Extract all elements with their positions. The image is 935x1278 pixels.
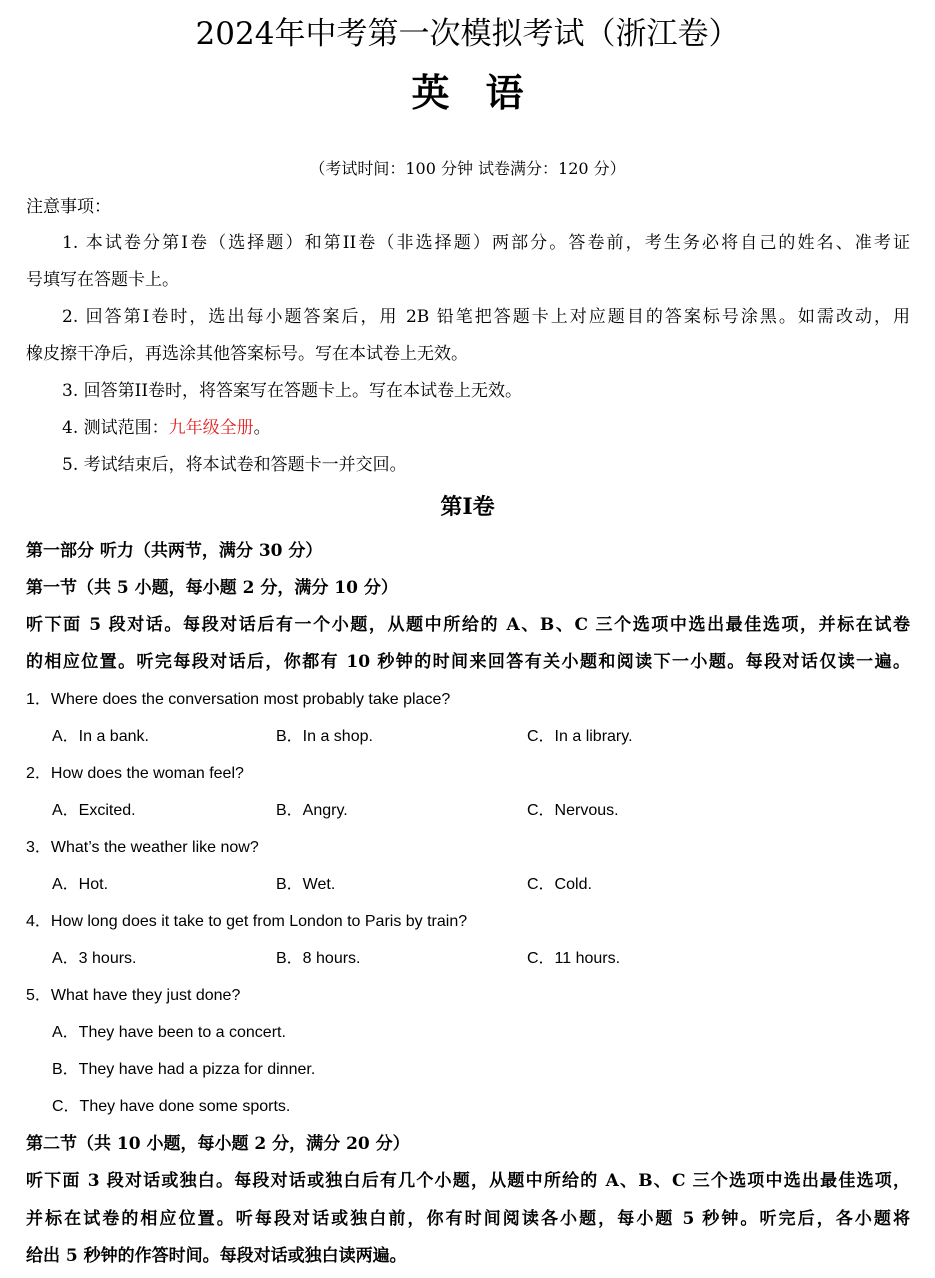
notes-heading: 注意事项： xyxy=(26,197,111,217)
question-3-option-a: A．Hot. xyxy=(52,876,109,893)
section2-instructions-line-3: 给出 5 秒钟的作答时间。每段对话或独白读两遍。 xyxy=(26,1246,407,1266)
exam-title: 2024年中考第一次模拟考试（浙江卷） xyxy=(195,16,740,52)
test-range: 九年级全册 xyxy=(168,418,254,438)
note-item-4-prefix: 4. 测试范围： xyxy=(62,418,169,438)
volume-heading: 第I卷 xyxy=(440,494,495,520)
question-5-option-a: A．They have been to a concert. xyxy=(52,1024,286,1041)
note-item-4 xyxy=(62,414,910,442)
question-3-stem: 3．What’s the weather like now? xyxy=(26,839,259,856)
question-1-option-a: A．In a bank. xyxy=(52,728,149,745)
question-4-option-a: A．3 hours. xyxy=(52,950,137,967)
question-4-option-c: C．11 hours. xyxy=(527,950,621,967)
question-5-option-c: C．They have done some sports. xyxy=(52,1098,291,1115)
question-2-stem: 2．How does the woman feel? xyxy=(26,765,244,782)
section1-instructions-line-2: 的相应位置。听完每段对话后，你都有 10 秒钟的时间来回答有关小题和阅读下一小题。每段对话仅读一遍。 xyxy=(26,652,910,672)
question-5-stem: 5．What have they just done? xyxy=(26,987,241,1004)
question-1-option-c: C．In a library. xyxy=(527,728,633,745)
note-item-3: 3. 回答第II卷时，将答案写在答题卡上。写在本试卷上无效。 xyxy=(62,381,523,401)
question-3-option-c: C．Cold. xyxy=(527,876,592,893)
section2-instructions-line-2: 并标在试卷的相应位置。听每段对话或独白前，你有时间阅读各小题，每小题 5 秒钟。听完后，各小题将 xyxy=(26,1209,910,1229)
note-item-4-suffix: 。 xyxy=(253,418,271,438)
section1-heading: 第一节（共 5 小题，每小题 2 分，满分 10 分） xyxy=(26,578,398,598)
question-3-option-b: B．Wet. xyxy=(276,876,336,893)
section1-instructions-line-1: 听下面 5 段对话。每段对话后有一个小题，从题中所给的 A、B、C 三个选项中选出最佳选项，并标在试卷 xyxy=(26,615,910,635)
section2-instructions-line-1: 听下面 3 段对话或独白。每段对话或独白后有几个小题，从题中所给的 A、B、C 三个选项中选出最佳选项， xyxy=(26,1171,910,1191)
exam-info: （考试时间：100 分钟 试卷满分：120 分） xyxy=(309,159,626,178)
question-2-option-a: A．Excited. xyxy=(52,802,136,819)
question-5-option-b: B．They have had a pizza for dinner. xyxy=(52,1061,316,1078)
subject-title: 英语 xyxy=(411,70,560,115)
note-item-2-line-2: 橡皮擦干净后，再选涂其他答案标号。写在本试卷上无效。 xyxy=(26,344,468,364)
question-1-stem: 1．Where does the conversation most probably take place? xyxy=(26,691,451,708)
question-4-stem: 4．How long does it take to get from London to Paris by train? xyxy=(26,913,468,930)
question-2-option-b: B．Angry. xyxy=(276,802,348,819)
note-item-2-line-1: 2. 回答第I卷时，选出每小题答案后，用 2B 铅笔把答题卡上对应题目的答案标号涂黑。如需改动，用 xyxy=(62,307,910,327)
question-1-option-b: B．In a shop. xyxy=(276,728,373,745)
part1-heading: 第一部分 听力（共两节，满分 30 分） xyxy=(26,541,323,561)
note-item-1-line-1: 1. 本试卷分第I卷（选择题）和第II卷（非选择题）两部分。答卷前，考生务必将自己的姓名、准考证 xyxy=(62,233,910,253)
question-4-option-b: B．8 hours. xyxy=(276,950,361,967)
section2-heading: 第二节（共 10 小题，每小题 2 分，满分 20 分） xyxy=(26,1134,410,1154)
question-2-option-c: C．Nervous. xyxy=(527,802,619,819)
note-item-1-line-2: 号填写在答题卡上。 xyxy=(26,270,179,290)
note-item-5: 5. 考试结束后，将本试卷和答题卡一并交回。 xyxy=(62,455,407,475)
